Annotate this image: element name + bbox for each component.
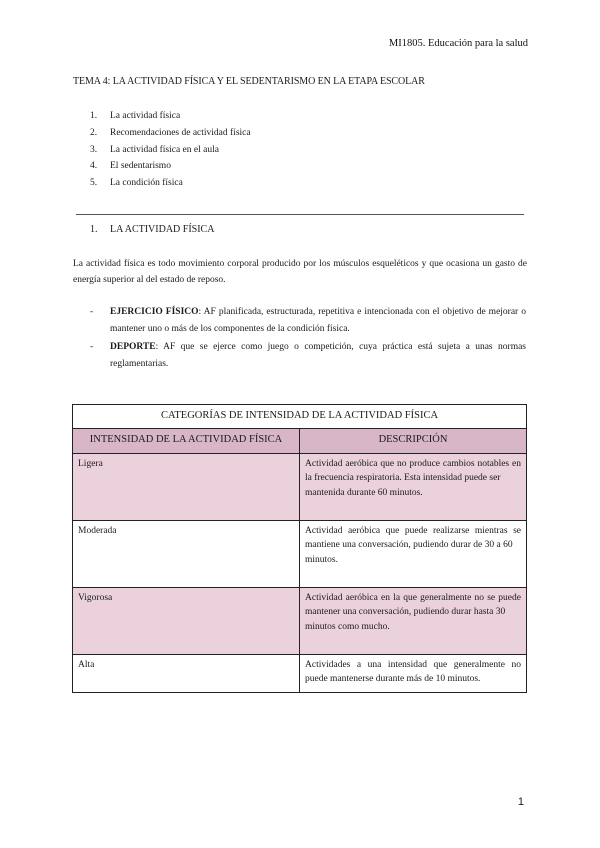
description-line: Actividades a una intensidad que generalmente no puede mantenerse durante más de 10 minutos.: [305, 660, 521, 685]
table-of-contents: [90, 108, 251, 192]
definition-text: : AF planificada, estructurada, repetitiva e intencionada con el objetivo de mejorar o mantener uno o más de los componentes de la condición física.: [110, 307, 526, 334]
toc-number: 3.: [90, 144, 98, 155]
section-divider: [76, 214, 524, 215]
toc-label: Recomendaciones de actividad física: [110, 127, 251, 138]
toc-item: [90, 125, 251, 142]
definition-list: [90, 304, 526, 374]
definition-text: : AF que se ejerce como juego o competición, cuya práctica está sujeta a unas normas reglamentarias.: [110, 342, 526, 369]
toc-label: La condición física: [110, 178, 183, 189]
description-line: Actividad aeróbica en la que generalmente no se puede mantener una conversación, pudiendo durar hasta 30: [305, 593, 521, 618]
page-number: 1: [517, 796, 524, 808]
section-heading: [90, 224, 214, 235]
table-row: [73, 454, 527, 521]
description-line: Actividad aeróbica que puede realizarse mientras se mantiene una conversación, pudiendo durar de 30 a 60: [305, 526, 521, 551]
intensity-level: Vigorosa: [73, 588, 300, 655]
description-line: minutos como mucho.: [305, 621, 390, 632]
intensity-level: Alta: [73, 655, 300, 693]
table-row: [73, 655, 527, 693]
intensity-description: [300, 521, 527, 588]
list-dash: -: [90, 342, 94, 353]
intro-paragraph: La actividad física es todo movimiento corporal producido por los músculos esqueléticos y que ocasiona un gasto de energía superior al del estado de reposo.: [73, 259, 527, 285]
table-row: [73, 588, 527, 655]
toc-number: 1.: [90, 111, 98, 121]
intensity-description: [300, 655, 527, 693]
toc-number: 2.: [90, 127, 98, 138]
description-line: minutos.: [305, 554, 338, 565]
toc-label: La actividad física en el aula: [110, 144, 219, 155]
list-dash: -: [90, 307, 94, 317]
intensity-level: Moderada: [73, 521, 300, 588]
description-line: mantenida durante 60 minutos.: [305, 487, 423, 498]
intensity-description: [300, 454, 527, 521]
definition-term: EJERCICIO FÍSICO: [110, 307, 199, 317]
toc-number: 5.: [90, 178, 98, 189]
intensity-level: Ligera: [73, 454, 300, 521]
intensity-table: [72, 404, 527, 693]
toc-item: [90, 175, 251, 192]
intensity-description: [300, 588, 527, 655]
page-header: MI1805. Educación para la salud: [388, 38, 528, 49]
toc-item: [90, 108, 251, 125]
definition-term: DEPORTE: [110, 342, 156, 353]
table-row: [73, 521, 527, 588]
description-line: Actividad aeróbica que no produce cambios notables en la frecuencia respiratoria. Esta intensidad puede ser: [305, 459, 521, 484]
definition-item: [90, 304, 526, 337]
section-number: 1.: [90, 224, 98, 235]
column-header-description: DESCRIPCIÓN: [300, 429, 527, 454]
toc-label: La actividad física: [110, 111, 181, 121]
table-caption: CATEGORÍAS DE INTENSIDAD DE LA ACTIVIDAD FÍSICA: [73, 405, 527, 429]
toc-number: 4.: [90, 161, 98, 172]
tema-title: TEMA 4: LA ACTIVIDAD FÍSICA Y EL SEDENTARISMO EN LA ETAPA ESCOLAR: [73, 76, 425, 87]
toc-label: El sedentarismo: [110, 161, 171, 172]
section-title: LA ACTIVIDAD FÍSICA: [110, 224, 215, 235]
toc-item: [90, 158, 251, 175]
definition-item: [90, 339, 526, 372]
column-header-intensity: INTENSIDAD DE LA ACTIVIDAD FÍSICA: [73, 429, 300, 454]
toc-item: [90, 142, 251, 159]
